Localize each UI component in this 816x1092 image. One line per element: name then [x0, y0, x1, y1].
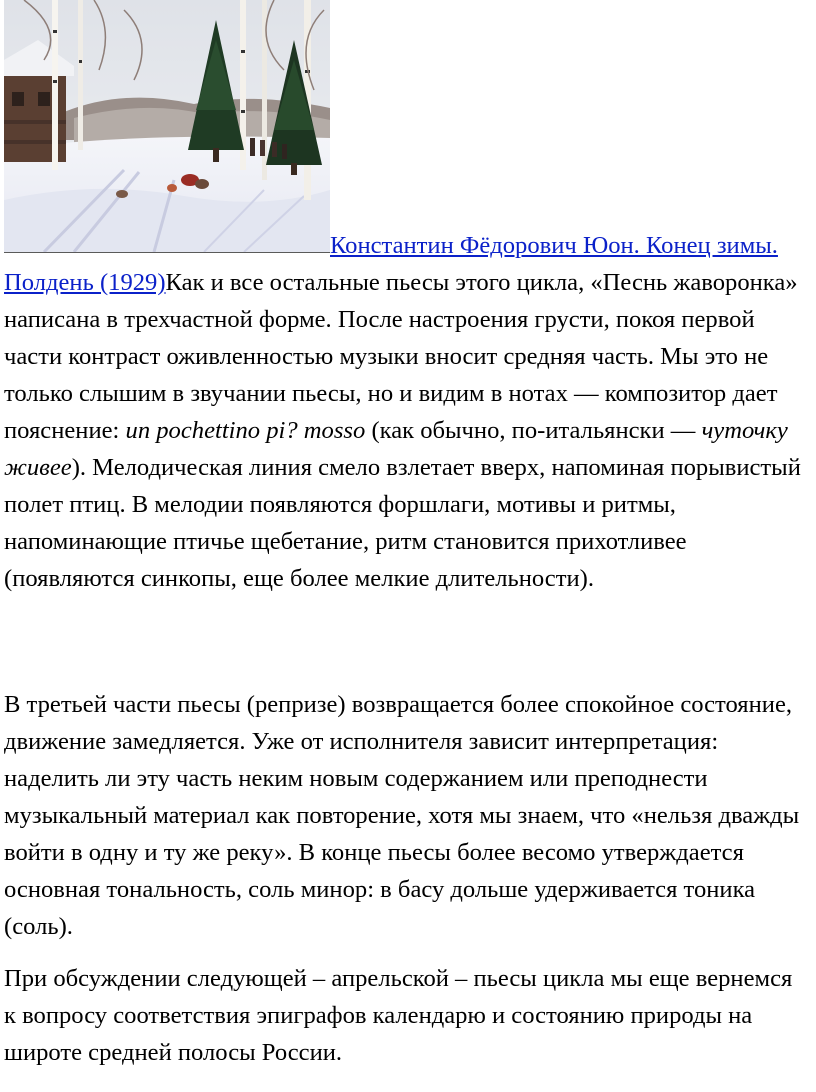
- paragraph-1: [4, 0, 804, 597]
- winter-landscape-illustration: [4, 0, 330, 252]
- paragraph-3: При обсуждении следующей – апрельской – пьесы цикла мы еще вернемся к вопросу соответствия эпиграфов календарю и состоянию природы на широте средней полосы России.: [4, 965, 793, 1066]
- painting-image: [4, 0, 330, 253]
- tempo-marking: un pochettino pi? mosso: [125, 417, 366, 444]
- paragraph-1-rest: ). Мелодическая линия смело взлетает вверх, напоминая порывистый полет птиц. В мелодии появляются форшлаги, мотивы и ритмы, напоминающие птичье щебетание, ритм становится прихотливее (появляются синкопы, еще более мелкие длительности).: [4, 454, 801, 592]
- paragraph-1-intro: Как и все остальные пьесы этого цикла, «Песнь жаворонка» написана в трехчастной форме. После настроения грусти, покоя первой части контраст оживленностью музыки вносит средняя часть. Мы это не только слышим в звучании пьесы, но и видим в нотах — композитор дает пояснение:: [4, 269, 798, 444]
- painting-caption-link[interactable]: Константин Фёдорович Юон. Конец зимы. Полдень (1929): [4, 232, 778, 296]
- tempo-translation: чуточку живее: [4, 417, 788, 481]
- paragraph-1-translation-open: (как обычно, по-итальянски —: [365, 417, 702, 444]
- paragraph-2: В третьей части пьесы (репризе) возвращается более спокойное состояние, движение замедляется. Уже от исполнителя зависит интерпретация: наделить ли эту часть неким новым содержанием или преподнести музыкальный материал как повторение, хотя мы знаем, что «нельзя дважды войти в одну и ту же реку». В конце пьесы более весомо утверждается основная тональность, соль минор: в басу дольше удерживается тоника (соль).: [4, 691, 800, 940]
